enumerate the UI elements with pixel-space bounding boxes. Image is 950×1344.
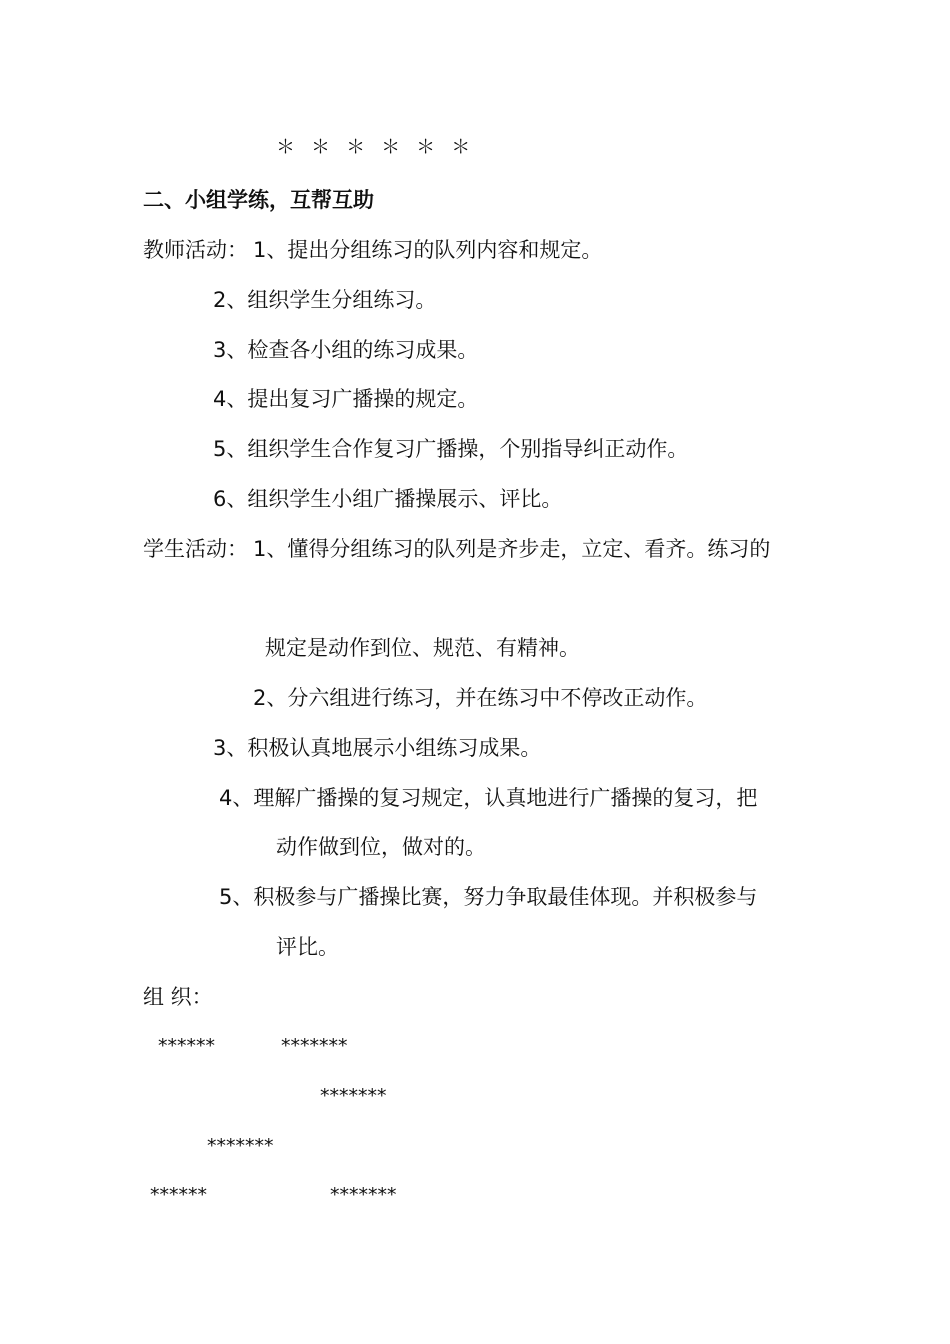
teacher-item: 1、提出分组练习的队列内容和规定。 — [253, 238, 603, 262]
student-item: 4、理解广播操的复习规定，认真地进行广播操的复习，把 — [219, 786, 758, 810]
student-item: 5、积极参与广播操比赛，努力争取最佳体现。并积极参与 — [219, 885, 758, 909]
student-item: 1、懂得分组练习的队列是齐步走，立定、看齐。练习的 — [253, 537, 771, 561]
formation-group: ******* — [330, 1184, 397, 1206]
formation-group: ****** — [150, 1184, 207, 1206]
formation-group: ****** — [158, 1035, 215, 1057]
decorative-stars: ＊ ＊ ＊ ＊ ＊ ＊ — [276, 136, 471, 158]
student-item-continuation: 动作做到位，做对的。 — [276, 835, 486, 859]
organization-label: 组 织： — [143, 985, 213, 1009]
formation-group: ******* — [207, 1135, 274, 1157]
teacher-activity-label: 教师活动： — [143, 238, 248, 262]
teacher-item: 4、提出复习广播操的规定。 — [213, 387, 479, 411]
student-item-continuation: 规定是动作到位、规范、有精神。 — [265, 636, 580, 660]
student-item-continuation: 评比。 — [276, 935, 339, 959]
student-item: 3、积极认真地展示小组练习成果。 — [213, 736, 542, 760]
formation-group: ******* — [281, 1035, 348, 1057]
formation-group: ******* — [320, 1085, 387, 1107]
teacher-item: 6、组织学生小组广播操展示、评比。 — [213, 487, 563, 511]
section-heading: 二、小组学练，互帮互助 — [143, 188, 374, 212]
student-item: 2、分六组进行练习，并在练习中不停改正动作。 — [253, 686, 708, 710]
teacher-item: 2、组织学生分组练习。 — [213, 288, 437, 312]
teacher-item: 5、组织学生合作复习广播操，个别指导纠正动作。 — [213, 437, 689, 461]
student-activity-label: 学生活动： — [143, 537, 248, 561]
teacher-item: 3、检查各小组的练习成果。 — [213, 338, 479, 362]
